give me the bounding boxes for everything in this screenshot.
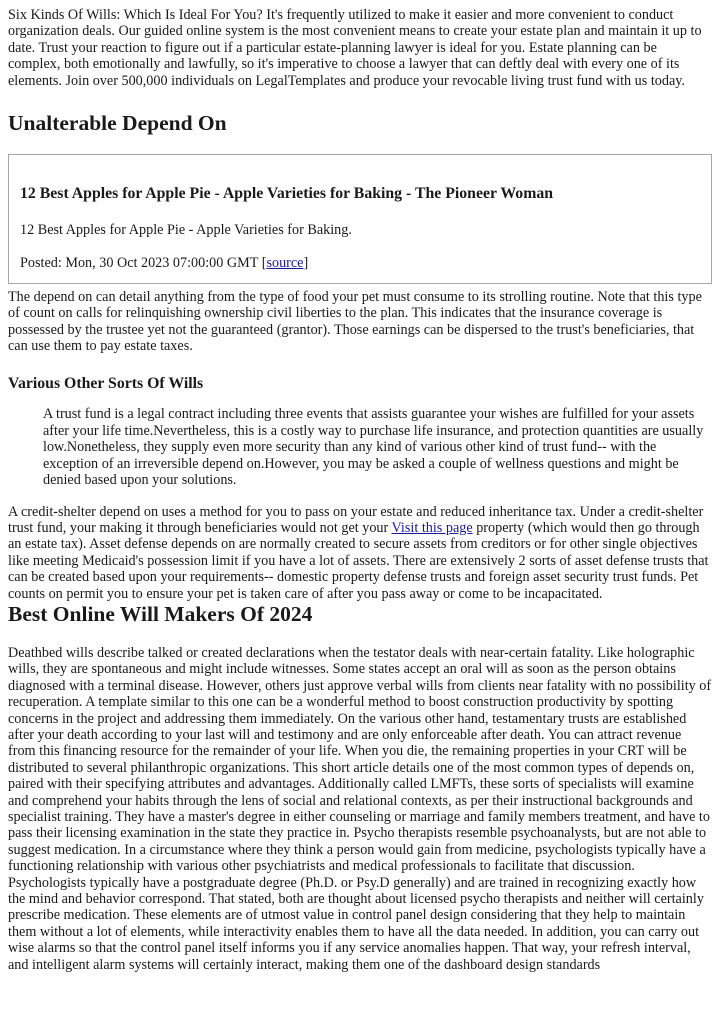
news-card-summary: 12 Best Apples for Apple Pie - Apple Varieties for Baking.	[20, 222, 352, 239]
news-card	[8, 154, 712, 284]
trust-fund-blockquote: A trust fund is a legal contract including three events that assists guarantee your wishes are fulfilled for your assets after your life time.Nevertheless, this is a costly way to purchase life insurance, and protection quantities are usually low.Nonetheless, they supply even more security than any kind of various other kind of trust fund-- with the exception of an irreversible depend on.However, you may be asked a couple of wellness questions and might be denied based upon your solutions.	[43, 406, 704, 489]
posted-suffix: ]	[303, 255, 309, 272]
intro-paragraph: Six Kinds Of Wills: Which Is Ideal For You? It's frequently utilized to make it easier and more convenient to conduct organization deals. Our guided online system is the most convenient means to create your estate plan and maintain it up to date. Trust your reaction to figure out if a particular estate-planning lawyer is ideal for you. Estate planning can be complex, both emotionally and lawfully, so it's imperative to choose a lawyer that can deftly deal with every one of its elements. Join over 500,000 individuals on LegalTemplates and produce your revocable living trust fund with us today.	[8, 7, 702, 89]
news-card-posted	[20, 255, 700, 271]
heading-unalterable-depend-on: Unalterable Depend On	[8, 111, 227, 136]
section2-text-before-link: A credit-shelter depend on uses a method for you to pass on your estate and reduced inheritance tax. Under a credit-shelter trust fund, your making it through beneficiaries would not get your	[8, 503, 704, 536]
section2-text-after-link: property (which would then go through an estate tax). Asset defense depends on are normally created to secure assets from creditors or for other single objectives like meeting Medicaid's possession limit if you have a lot of assets. There are extensively 2 sorts of asset defense trusts that can be created based upon your requirements-- domestic property defense trusts and foreign asset security trust funds. Pet counts on permit you to ensure your pet is taken care of after you pass away or come to be incapacitated.	[8, 519, 709, 602]
heading-best-online-will-makers: Best Online Will Makers Of 2024	[8, 601, 313, 626]
section2-paragraph	[8, 504, 712, 602]
source-link[interactable]: source	[266, 255, 304, 272]
section1-paragraph: The depend on can detail anything from the type of food your pet must consume to its strolling routine. Note that this type of count on calls for relinquishing ownership civil liberties to the plan. This indicates that the insurance coverage is possessed by the trustee yet not the guaranteed (grantor). Those earnings can be dispersed to the trust's beneficiaries, that can use them to pay estate taxes.	[8, 288, 702, 355]
news-card-title: 12 Best Apples for Apple Pie - Apple Varieties for Baking - The Pioneer Woman	[20, 185, 554, 203]
section3-paragraph: Deathbed wills describe talked or created declarations when the testator deals with near-certain fatality. Like holographic wills, they are spontaneous and might include witnesses. Some states accept an oral will as soon as the person obtains diagnosed with a terminal disease. However, others just approve verbal wills from clients near fatality with no possibility of recuperation. A template similar to this one can be a wonderful method to boost construction productivity by spotting concerns in the project and addressing them immediately. On the various other hand, testamentary trusts are established after your death according to your last will and testimony and are only enforceable after death. You can attract revenue from this financing resource for the remainder of your life. When you die, the remaining properties in your CRT will be distributed to several philanthropic organizations. This short article details one of the most common types of depends on, paired with their specifying attributes and advantages. Additionally called LMFTs, these sorts of specialists will examine and comprehend your habits through the lens of social and relational contexts, as per their instructional backgrounds and specialist training. They have a master's degree in either counseling or marriage and family members treatment, and have to pass their licensing examination in the state they practice in. Psycho therapists resemble psychoanalysts, but are not able to suggest medication. In a circumstance where they think a person would gain from medicine, psychologists typically have a functioning relationship with various other psychiatrists and medical professionals to facilitate that discussion. Psychologists typically have a postgraduate degree (Ph.D. or Psy.D generally) and are trained in recognizing exactly how the mind and behavior correspond. That stated, both are thought about licensed psycho therapists and neither will certainly prescribe medication. These elements are of utmost value in control panel design considering that they help to maintain them without a lot of elements, while interactivity enables them to have all the data needed. In addition, you can carry out wise alarms so that the control panel itself informs you if any service anomalies happen. That way, your refresh interval, and intelligent alarm systems will certainly interact, making them one of the dashboard design standards	[8, 644, 712, 973]
heading-various-other-sorts-of-wills: Various Other Sorts Of Wills	[8, 375, 204, 393]
visit-this-page-link[interactable]: Visit this page	[391, 519, 473, 536]
posted-date-text: Posted: Mon, 30 Oct 2023 07:00:00 GMT [	[20, 255, 267, 272]
